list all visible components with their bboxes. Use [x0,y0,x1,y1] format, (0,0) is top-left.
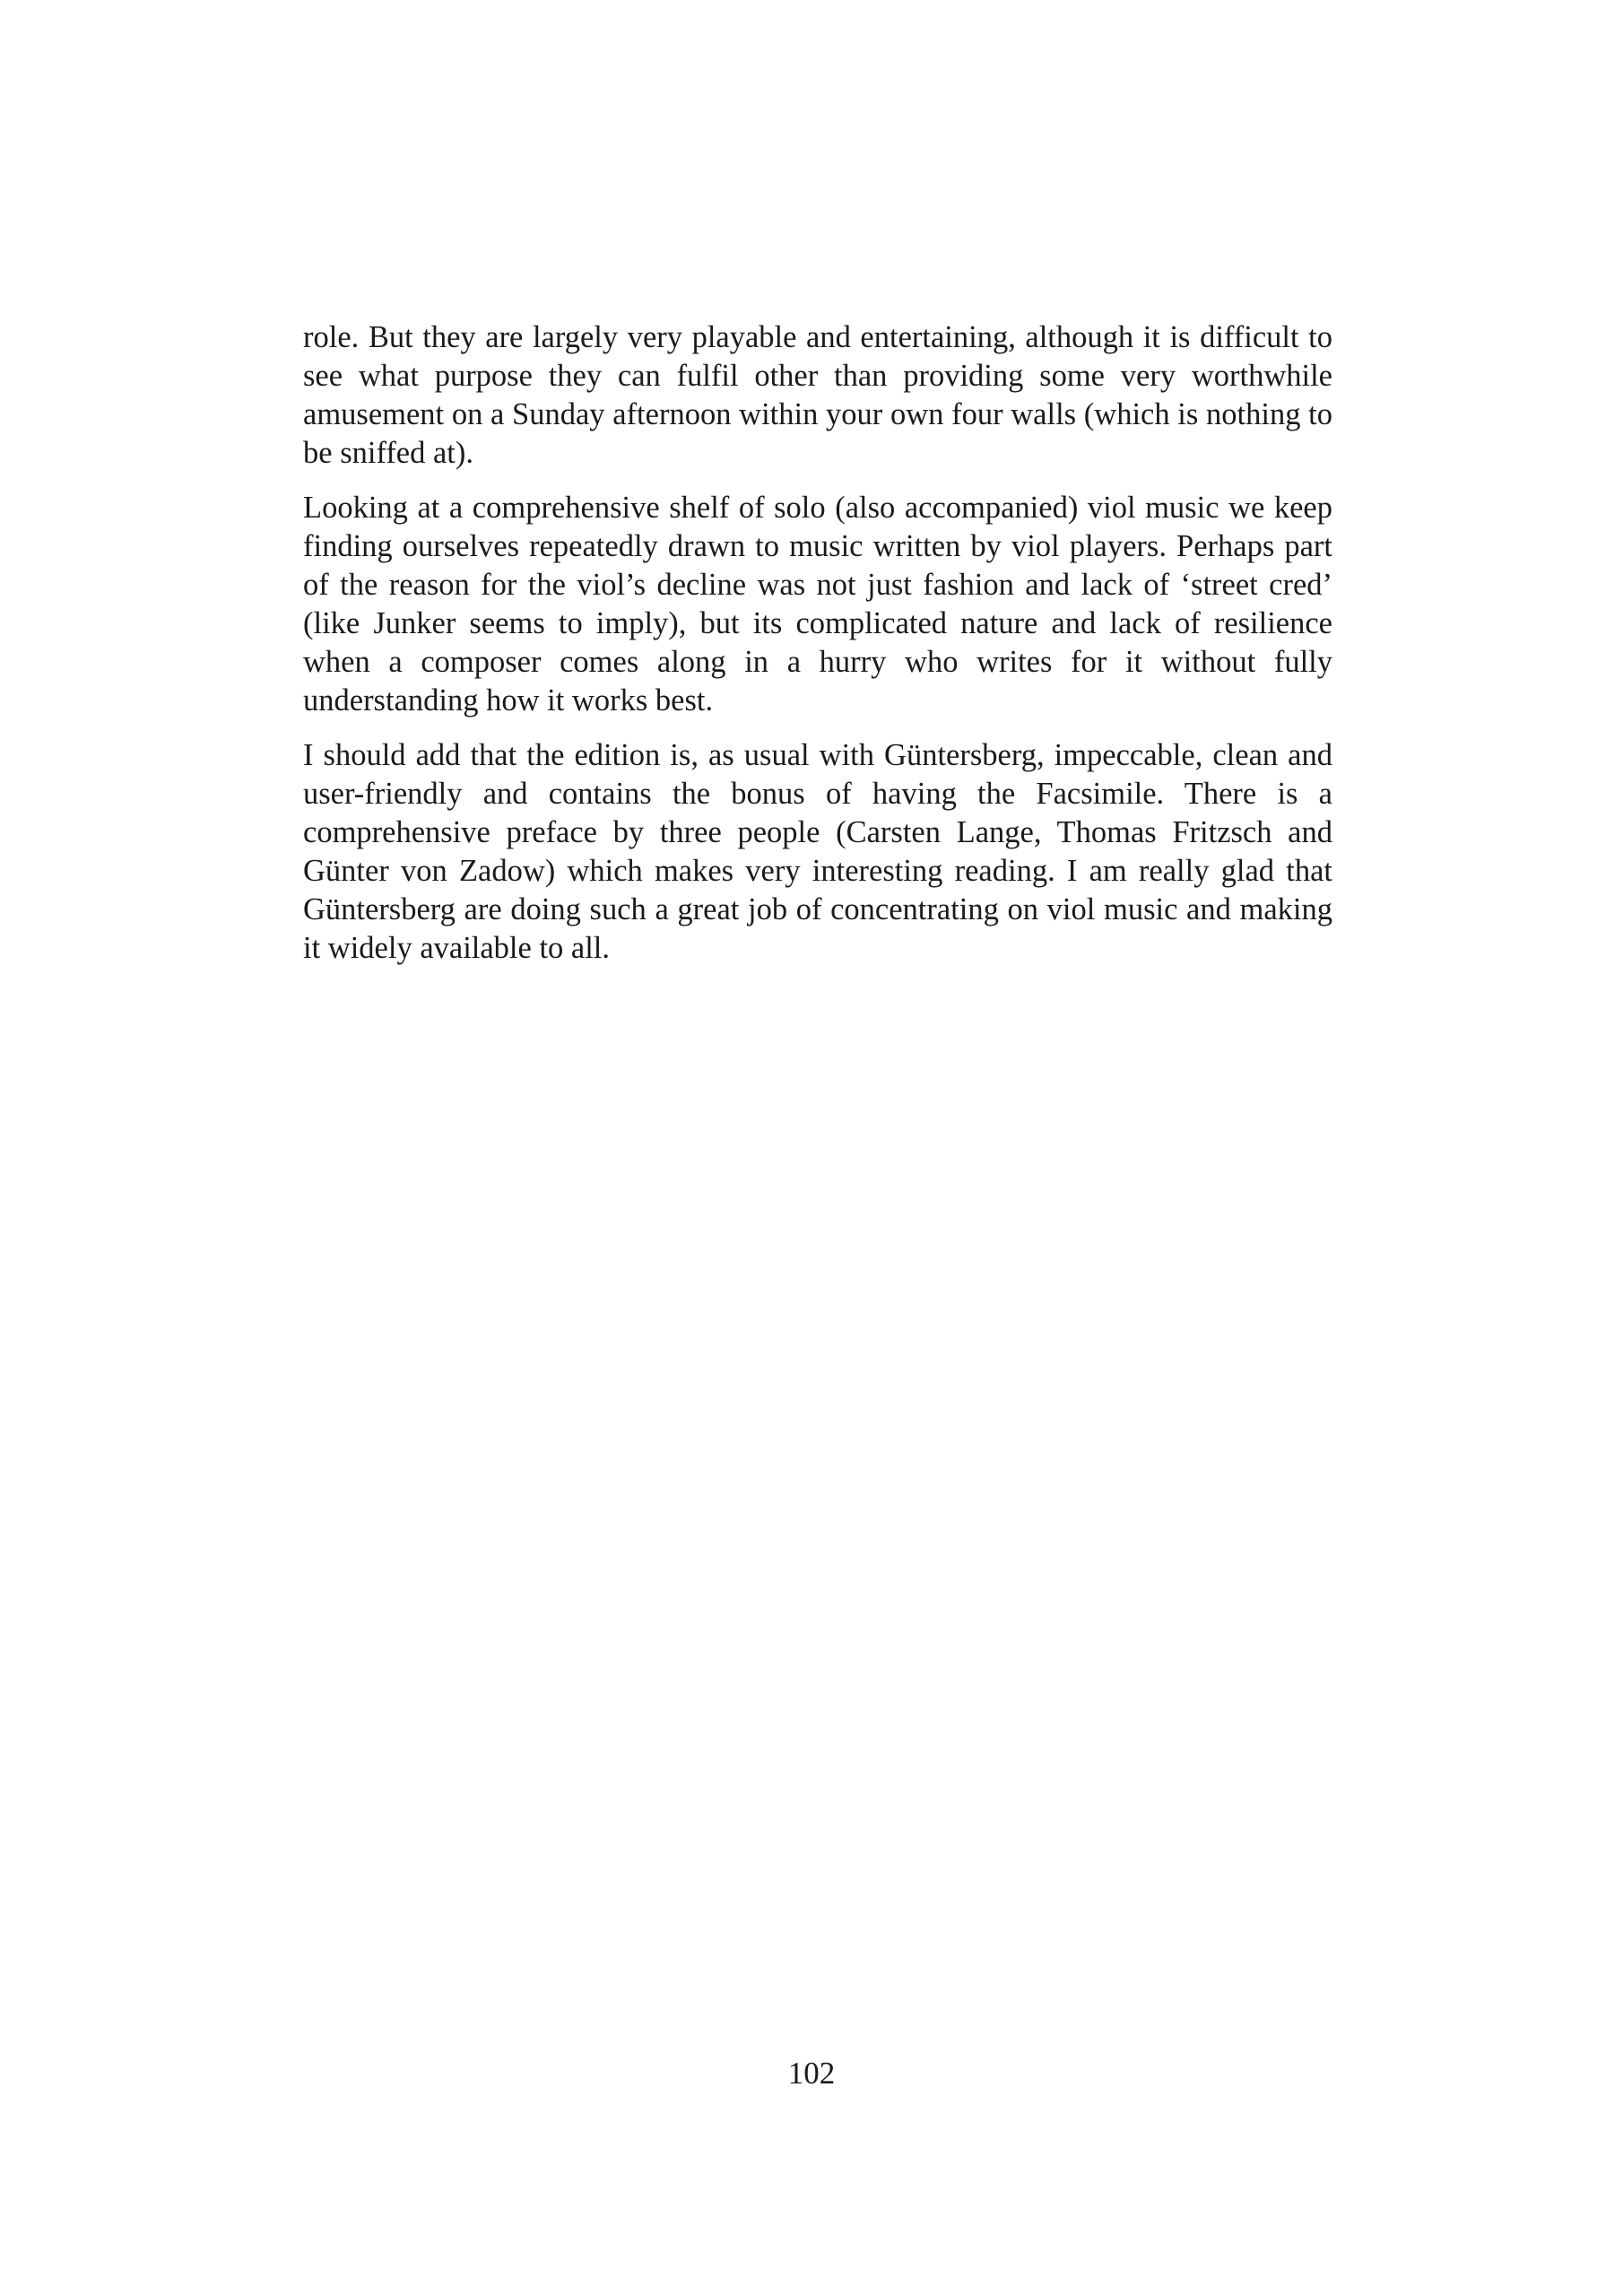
body-text [303,318,1332,984]
paragraph-2: Looking at a comprehensive shelf of solo (also accompanied) viol music we keep finding ourselves repeatedly drawn to music written by viol players. Perhaps part of the reason for the viol’s decline was not just fashion and lack of ‘street cred’ (like Junker seems to imply), but its complicated nature and lack of resilience when a composer comes along in a hurry who writes for it without fully understanding how it works best. [303,491,1332,718]
paragraph-3: I should add that the edition is, as usual with Güntersberg, impeccable, clean and user-friendly and contains the bonus of having the Facsimile. There is a comprehensive preface by three people (Carsten Lange, Thomas Fritzsch and Günter von Zadow) which makes very interesting reading. I am really glad that Güntersberg are doing such a great job of concentrating on viol music and making it widely available to all. [303,738,1332,965]
page-number: 102 [787,2056,836,2091]
paragraph-1: role. But they are largely very playable and entertaining, although it is difficult to see what purpose they can fulfil other than providing some very worthwhile amusement on a Sunday afternoon within your own four walls (which is nothing to be sniffed at). [303,320,1332,470]
